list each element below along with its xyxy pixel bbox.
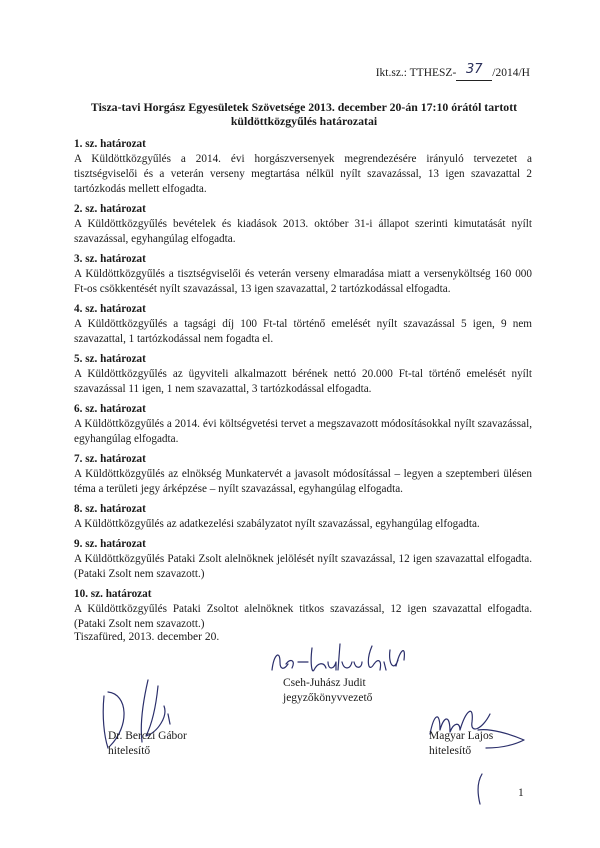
recorder-role: jegyzőkönyvvezető: [283, 692, 373, 704]
title-line-2: küldöttközgyűlés határozatai: [230, 114, 378, 128]
resolution-item: [74, 137, 532, 197]
registration-prefix: Ikt.sz.: TTHESZ-: [375, 67, 457, 79]
title-line-1: Tisza-tavi Horgász Egyesületek Szövetsége 2013. december 20-án 17:10 órától tartott: [90, 100, 518, 114]
signature-block-authenticator-left: [108, 729, 187, 759]
resolution-item: [74, 452, 532, 497]
resolution-text: A Küldöttközgyűlés az elnökség Munkatervét a javasolt módosítással – legyen a szeptemberi ülésen téma a területi jegy árképzése – nyílt szavazással, egyhangúlag elfogadta.: [74, 468, 532, 495]
recorder-name: Cseh-Juhász Judit: [283, 677, 366, 689]
resolution-text: A Küldöttközgyűlés bevételek és kiadások 2013. október 31-i állapot szerinti kimutatását nyílt szavazással, egyhangúlag elfogadta.: [74, 218, 532, 245]
resolution-heading: 6. sz. határozat: [74, 403, 146, 415]
signature-block-recorder: [283, 676, 372, 706]
resolution-item: [74, 587, 532, 632]
resolution-heading: 8. sz. határozat: [74, 503, 146, 515]
resolution-item: [74, 402, 532, 447]
authenticator-right-name: Magyar Lajos: [429, 730, 494, 742]
resolution-text: A Küldöttközgyűlés Pataki Zsoltot alelnöknek titkos szavazással, 12 igen szavazattal elfogadta. (Pataki Zsolt nem szavazott.): [74, 603, 532, 630]
resolution-item: [74, 252, 532, 297]
document-title: [74, 100, 534, 128]
resolution-item: [74, 202, 532, 247]
authenticator-right-role: hitelesítő: [429, 745, 472, 757]
place-and-date: Tiszafüred, 2013. december 20.: [74, 631, 220, 643]
resolutions-list: [74, 137, 532, 637]
resolution-heading: 4. sz. határozat: [74, 303, 146, 315]
resolution-text: A Küldöttközgyűlés a 2014. évi költségvetési tervet a megszavazott módosításokkal nyílt szavazással, egyhangúlag elfogadta.: [74, 418, 532, 445]
resolution-text: A Küldöttközgyűlés Pataki Zsolt alelnöknek jelölését nyílt szavazással, 12 igen szavazattal elfogadta. (Pataki Zsolt nem szavazott.): [74, 553, 532, 580]
resolution-heading: 7. sz. határozat: [74, 453, 146, 465]
resolution-heading: 1. sz. határozat: [74, 138, 146, 150]
resolution-text: A Küldöttközgyűlés a tisztségviselői és veterán verseny elmaradása miatt a versenyköltség 160 000 Ft-os csökkentését nyílt szavazással, 13 igen szavazattal, 2 tartózkodással elfogadta.: [74, 268, 532, 295]
authenticator-left-name: Dr. Berczi Gábor: [108, 730, 187, 742]
resolution-heading: 3. sz. határozat: [74, 253, 146, 265]
authenticator-left-role: hitelesítő: [108, 745, 151, 757]
resolution-item: [74, 302, 532, 347]
resolution-heading: 10. sz. határozat: [74, 588, 152, 600]
signature-block-authenticator-right: [429, 729, 493, 759]
resolution-heading: 2. sz. határozat: [74, 203, 146, 215]
resolution-text: A Küldöttközgyűlés a 2014. évi horgászversenyek megrendezésére irányuló tervezetet a tisztségviselői és a veterán verseny megtartása nélkül nyílt szavazással, 13 igen szavazattal 2 tartózkodás mellett elfogadta.: [74, 153, 532, 195]
signature-recorder-handwritten: [268, 640, 418, 680]
resolution-heading: 5. sz. határozat: [74, 353, 146, 365]
resolution-item: [74, 352, 532, 397]
resolution-item: [74, 537, 532, 582]
registration-number-handwritten: 37: [456, 65, 492, 81]
resolution-text: A Küldöttközgyűlés a tagsági díj 100 Ft-tal történő emelését nyílt szavazással 5 igen, 9 nem szavazattal, 1 tartózkodással nem fogadta el.: [74, 318, 532, 345]
registration-suffix: /2014/H: [492, 67, 530, 79]
resolution-item: [74, 502, 532, 532]
registration-number: [375, 62, 530, 81]
resolution-heading: 9. sz. határozat: [74, 538, 146, 550]
resolution-text: A Küldöttközgyűlés az ügyviteli alkalmazott bérének nettó 20.000 Ft-tal történő emelését nyílt szavazással 11 igen, 1 nem szavazattal, 3 tartózkodással elfogadta.: [74, 368, 532, 395]
resolution-text: A Küldöttközgyűlés az adatkezelési szabályzatot nyílt szavazással, egyhangúlag elfogadta.: [74, 518, 480, 530]
page-number: 1: [518, 787, 524, 799]
